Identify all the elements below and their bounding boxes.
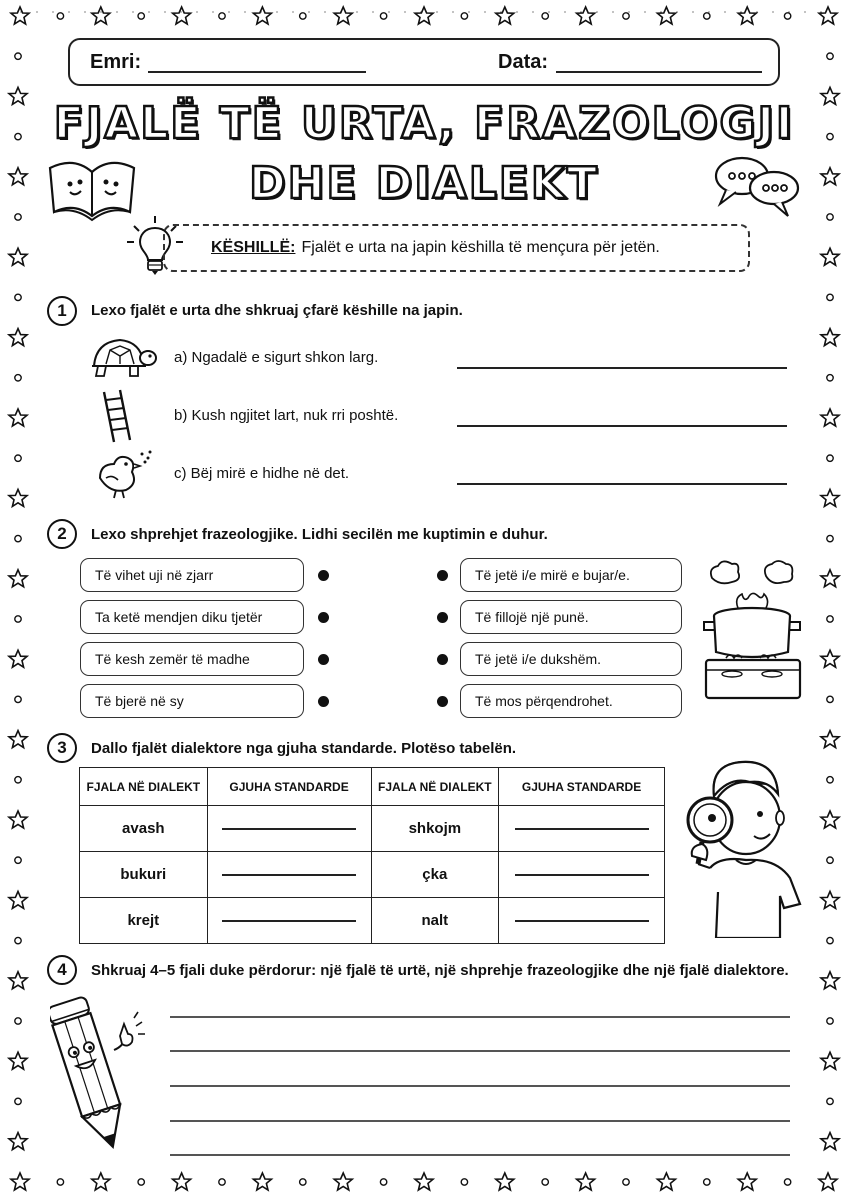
border-dot-icon bbox=[827, 696, 833, 702]
border-star-icon bbox=[821, 811, 839, 828]
dialect-word: bukuri bbox=[80, 852, 208, 898]
border-star-icon bbox=[738, 1173, 756, 1190]
proverb-b: b) Kush ngjitet lart, nuk rri poshtë. bbox=[174, 407, 399, 424]
border-dot-icon bbox=[827, 53, 833, 59]
page-title-line2: DHE DIALEKT bbox=[249, 158, 599, 209]
border-star-icon bbox=[9, 972, 27, 989]
border-dot-icon bbox=[827, 294, 833, 300]
phrase-pill[interactable]: Ta ketë mendjen diku tjetër bbox=[80, 600, 304, 634]
question-number-3: 3 bbox=[47, 733, 77, 763]
border-star-icon bbox=[821, 248, 839, 265]
dialect-word: krejt bbox=[80, 898, 208, 944]
dialect-table bbox=[79, 767, 665, 944]
table-row bbox=[80, 898, 665, 944]
table-header: FJALA NË DIALEKT bbox=[80, 768, 208, 806]
border-dot-icon bbox=[219, 13, 225, 19]
border-star-icon bbox=[9, 811, 27, 828]
border-dot-icon bbox=[300, 13, 306, 19]
dialect-word: nalt bbox=[371, 898, 499, 944]
border-star-icon bbox=[92, 1173, 110, 1190]
question-number-2: 2 bbox=[47, 519, 77, 549]
border-dot-icon bbox=[542, 1179, 548, 1185]
border-dot-icon bbox=[461, 13, 467, 19]
dialect-word: çka bbox=[371, 852, 499, 898]
phrase-pill[interactable]: Të bjerë në sy bbox=[80, 684, 304, 718]
border-star-icon bbox=[173, 1173, 191, 1190]
border-dot-icon bbox=[219, 1179, 225, 1185]
border-star-icon bbox=[334, 7, 352, 24]
match-dot-right[interactable] bbox=[437, 612, 448, 623]
border-star-icon bbox=[496, 1173, 514, 1190]
match-dot-right[interactable] bbox=[437, 570, 448, 581]
border-dot-icon bbox=[827, 937, 833, 943]
border-dot-icon bbox=[704, 1179, 710, 1185]
border-dot-icon bbox=[15, 616, 21, 622]
border-star-icon bbox=[821, 329, 839, 346]
phrase-pill[interactable]: Të vihet uji në zjarr bbox=[80, 558, 304, 592]
border-star-icon bbox=[173, 7, 191, 24]
meaning-pill[interactable]: Të fillojë një punë. bbox=[460, 600, 682, 634]
proverb-a: a) Ngadalë e sigurt shkon larg. bbox=[174, 349, 379, 366]
border-dot-icon bbox=[15, 857, 21, 863]
border-dot-icon bbox=[623, 13, 629, 19]
border-star-icon bbox=[9, 409, 27, 426]
match-dot-left[interactable] bbox=[318, 612, 329, 623]
question-2-instruction: Lexo shprehjet frazeologjike. Lidhi secilën me kuptimin e duhur. bbox=[91, 526, 548, 543]
question-1-instruction: Lexo fjalët e urta dhe shkruaj çfarë këshille na japin. bbox=[91, 302, 463, 319]
border-dot-icon bbox=[15, 375, 21, 381]
standard-answer-cell[interactable] bbox=[207, 852, 371, 898]
border-dot-icon bbox=[15, 1098, 21, 1104]
date-field[interactable] bbox=[556, 71, 762, 73]
border-star-icon bbox=[821, 489, 839, 506]
phrase-pill[interactable]: Të kesh zemër të madhe bbox=[80, 642, 304, 676]
border-dot-icon bbox=[827, 616, 833, 622]
bird-icon bbox=[90, 448, 156, 502]
standard-answer-cell[interactable] bbox=[499, 806, 665, 852]
border-star-icon bbox=[738, 7, 756, 24]
border-star-icon bbox=[11, 7, 29, 24]
border-dot-icon bbox=[784, 13, 790, 19]
border-star-icon bbox=[821, 409, 839, 426]
border-dot-icon bbox=[15, 455, 21, 461]
border-star-icon bbox=[9, 248, 27, 265]
border-star-icon bbox=[415, 7, 433, 24]
meaning-pill[interactable]: Të jetë i/e mirë e bujar/e. bbox=[460, 558, 682, 592]
border-dot-icon bbox=[827, 1018, 833, 1024]
table-row bbox=[80, 852, 665, 898]
border-star-icon bbox=[9, 1133, 27, 1150]
ladder-icon bbox=[96, 388, 138, 446]
border-dot-icon bbox=[15, 1018, 21, 1024]
border-star-icon bbox=[9, 1052, 27, 1069]
match-dot-right[interactable] bbox=[437, 696, 448, 707]
border-star-icon bbox=[821, 972, 839, 989]
boiling-pot-icon bbox=[700, 560, 806, 702]
writing-line[interactable] bbox=[170, 1050, 790, 1052]
border-dot-icon bbox=[380, 13, 386, 19]
standard-answer-cell[interactable] bbox=[207, 898, 371, 944]
border-star-icon bbox=[821, 570, 839, 587]
tip-box bbox=[163, 224, 750, 272]
border-star-icon bbox=[819, 1173, 837, 1190]
border-dot-icon bbox=[138, 1179, 144, 1185]
answer-line-b[interactable] bbox=[457, 425, 787, 427]
match-dot-left[interactable] bbox=[318, 570, 329, 581]
name-label: Emri: bbox=[90, 51, 142, 73]
border-star-icon bbox=[821, 731, 839, 748]
match-dot-left[interactable] bbox=[318, 654, 329, 665]
border-star-icon bbox=[577, 7, 595, 24]
tip-text: Fjalët e urta na japin këshilla të mençura për jetën. bbox=[301, 239, 660, 256]
table-header: GJUHA STANDARDE bbox=[499, 768, 665, 806]
border-star-icon bbox=[9, 891, 27, 908]
meaning-pill[interactable]: Të jetë i/e dukshëm. bbox=[460, 642, 682, 676]
border-dot-icon bbox=[827, 777, 833, 783]
border-star-icon bbox=[253, 1173, 271, 1190]
standard-answer-cell[interactable] bbox=[207, 806, 371, 852]
border-star-icon bbox=[9, 570, 27, 587]
border-star-icon bbox=[821, 1052, 839, 1069]
border-star-icon bbox=[819, 7, 837, 24]
table-header-row bbox=[80, 768, 665, 806]
question-number-1: 1 bbox=[47, 296, 77, 326]
border-star-icon bbox=[577, 1173, 595, 1190]
border-dot-icon bbox=[623, 1179, 629, 1185]
border-star-icon bbox=[415, 1173, 433, 1190]
boy-magnifier-icon bbox=[680, 756, 802, 938]
answer-line-c[interactable] bbox=[457, 483, 787, 485]
table-header: FJALA NË DIALEKT bbox=[371, 768, 499, 806]
date-label: Data: bbox=[498, 51, 549, 73]
border-dot-icon bbox=[15, 937, 21, 943]
border-dot-icon bbox=[15, 777, 21, 783]
name-date-box bbox=[68, 38, 780, 86]
border-star-icon bbox=[92, 7, 110, 24]
table-header: GJUHA STANDARDE bbox=[207, 768, 371, 806]
tip-key: KËSHILLË: bbox=[211, 239, 296, 256]
match-dot-left[interactable] bbox=[318, 696, 329, 707]
meaning-pill[interactable]: Të mos përqendrohet. bbox=[460, 684, 682, 718]
question-3-instruction: Dallo fjalët dialektore nga gjuha standarde. Plotëso tabelën. bbox=[91, 740, 517, 757]
border-dot-icon bbox=[57, 13, 63, 19]
match-dot-right[interactable] bbox=[437, 654, 448, 665]
proverb-c: c) Bëj mirë e hidhe në det. bbox=[174, 465, 350, 482]
page-title-line1: FJALË TË URTA, FRAZOLOGJI bbox=[53, 98, 795, 149]
speech-bubbles-icon bbox=[712, 152, 804, 222]
border-dot-icon bbox=[15, 53, 21, 59]
border-star-icon bbox=[9, 650, 27, 667]
border-star-icon bbox=[821, 891, 839, 908]
pencil-character-icon bbox=[50, 990, 150, 1160]
border-star-icon bbox=[9, 731, 27, 748]
border-star-icon bbox=[11, 1173, 29, 1190]
border-dot-icon bbox=[380, 1179, 386, 1185]
border-dot-icon bbox=[15, 214, 21, 220]
standard-answer-cell[interactable] bbox=[499, 898, 665, 944]
border-dot-icon bbox=[15, 696, 21, 702]
border-dot-icon bbox=[827, 1098, 833, 1104]
border-star-icon bbox=[9, 489, 27, 506]
standard-answer-cell[interactable] bbox=[499, 852, 665, 898]
border-dot-icon bbox=[542, 13, 548, 19]
name-field[interactable] bbox=[148, 71, 366, 73]
border-dot-icon bbox=[704, 13, 710, 19]
border-dot-icon bbox=[784, 1179, 790, 1185]
border-star-icon bbox=[334, 1173, 352, 1190]
border-dot-icon bbox=[827, 375, 833, 381]
border-dot-icon bbox=[827, 535, 833, 541]
border-star-icon bbox=[657, 1173, 675, 1190]
dialect-word: shkojm bbox=[371, 806, 499, 852]
writing-line[interactable] bbox=[170, 1120, 790, 1122]
border-dot-icon bbox=[827, 214, 833, 220]
table-row bbox=[80, 806, 665, 852]
writing-line[interactable] bbox=[170, 1154, 790, 1156]
writing-line[interactable] bbox=[170, 1085, 790, 1087]
border-dot-icon bbox=[300, 1179, 306, 1185]
border-dot-icon bbox=[138, 13, 144, 19]
border-star-icon bbox=[253, 7, 271, 24]
border-dot-icon bbox=[461, 1179, 467, 1185]
turtle-icon bbox=[86, 332, 158, 380]
question-4-instruction: Shkruaj 4–5 fjali duke përdorur: një fjalë të urtë, një shprehje frazeologjike dhe një fjalë dialektore. bbox=[91, 962, 789, 979]
question-number-4: 4 bbox=[47, 955, 77, 985]
border-dot-icon bbox=[15, 535, 21, 541]
border-dot-icon bbox=[827, 857, 833, 863]
border-star-icon bbox=[496, 7, 514, 24]
border-star-icon bbox=[657, 7, 675, 24]
answer-line-a[interactable] bbox=[457, 367, 787, 369]
border-dot-icon bbox=[57, 1179, 63, 1185]
writing-line[interactable] bbox=[170, 1016, 790, 1018]
border-star-icon bbox=[9, 329, 27, 346]
border-star-icon bbox=[821, 1133, 839, 1150]
border-star-icon bbox=[821, 650, 839, 667]
border-dot-icon bbox=[15, 294, 21, 300]
border-dot-icon bbox=[827, 455, 833, 461]
dialect-word: avash bbox=[80, 806, 208, 852]
